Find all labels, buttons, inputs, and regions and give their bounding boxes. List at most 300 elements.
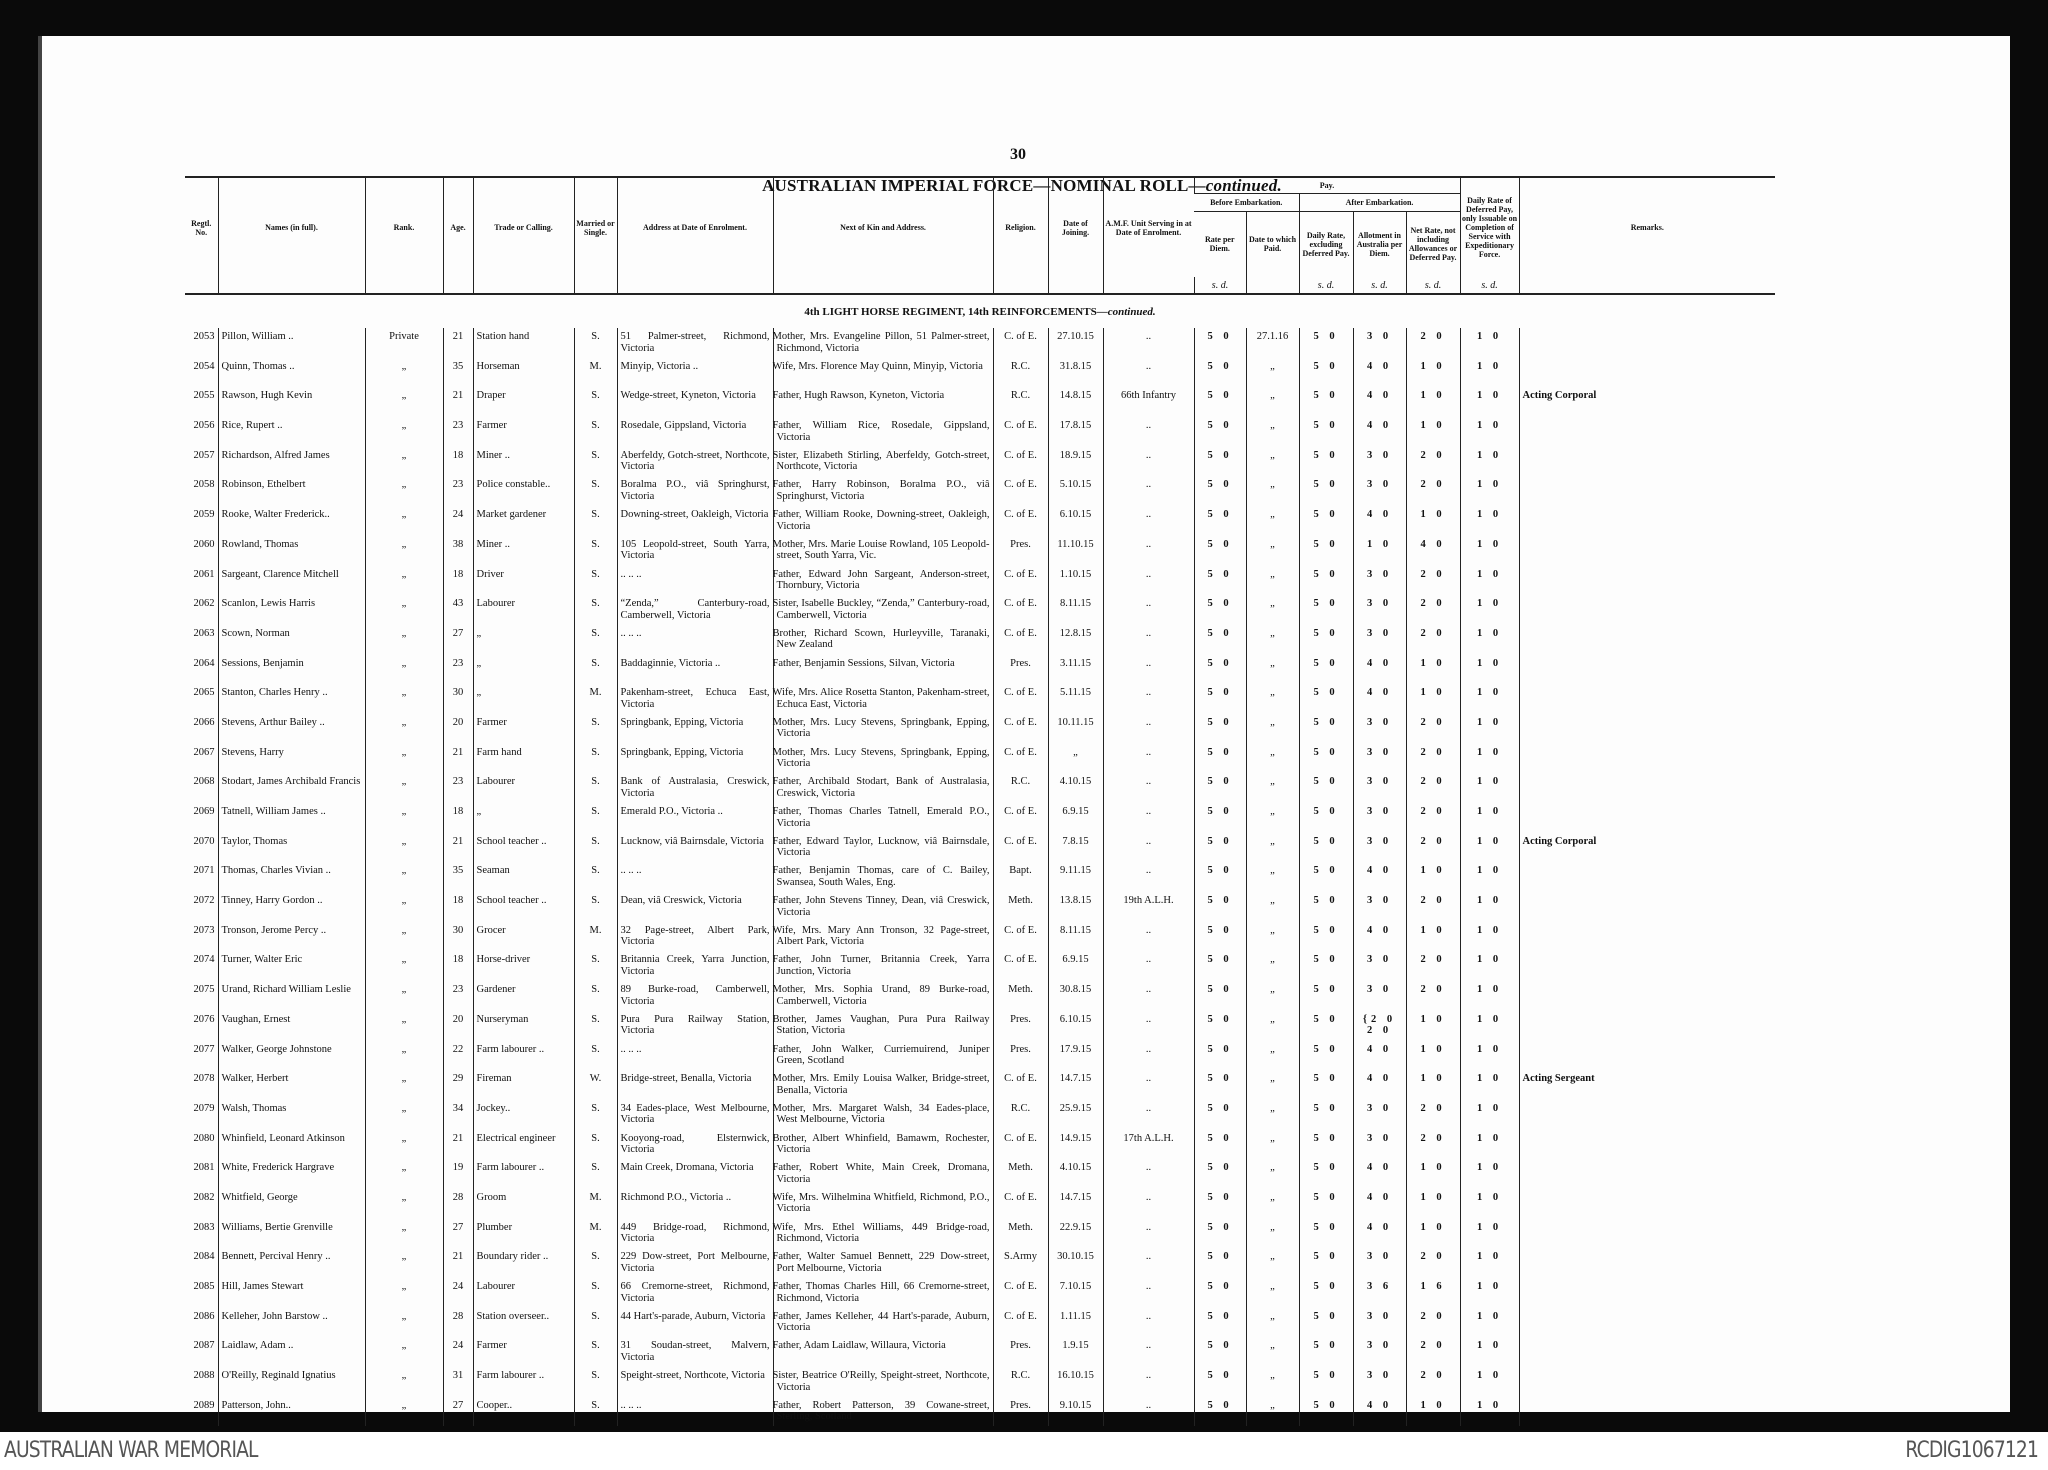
- cell-deferred-rate: 1 0: [1460, 1130, 1519, 1160]
- cell-next-of-kin: Father, John Turner, Britannia Creek, Yarra Junction, Victoria: [773, 951, 993, 981]
- cell-daily-rate: 5 0: [1299, 447, 1353, 477]
- cell-net-rate: 1 0: [1406, 1011, 1460, 1041]
- header-pay: Pay.: [1194, 177, 1460, 193]
- cell-amf-unit: ..: [1103, 358, 1194, 388]
- cell-rank: Private: [365, 328, 443, 358]
- cell-address: .. .. ..: [617, 625, 773, 655]
- cell-date-joining: 16.10.15: [1048, 1367, 1103, 1397]
- cell-name: Sargeant, Clarence Mitchell: [218, 566, 365, 596]
- cell-rate-per-diem: 5 0: [1194, 833, 1246, 863]
- cell-date-joining: 5.10.15: [1048, 476, 1103, 506]
- table-row: [185, 1219, 1775, 1249]
- unit-label: s. d.: [1299, 277, 1353, 294]
- cell-rate-per-diem: 5 0: [1194, 1337, 1246, 1367]
- cell-next-of-kin: Father, Hugh Rawson, Kyneton, Victoria: [773, 387, 993, 417]
- cell-next-of-kin: Father, Walter Samuel Bennett, 229 Dow-street, Port Melbourne, Victoria: [773, 1248, 993, 1278]
- cell-daily-rate: 5 0: [1299, 476, 1353, 506]
- cell-date-paid: „: [1246, 744, 1299, 774]
- cell-date-joining: 14.8.15: [1048, 387, 1103, 417]
- cell-trade: Farm hand: [473, 744, 574, 774]
- cell-remarks: [1519, 1397, 1775, 1427]
- cell-remarks: [1519, 1219, 1775, 1249]
- cell-religion: R.C.: [993, 773, 1048, 803]
- cell-net-rate: 1 0: [1406, 1189, 1460, 1219]
- cell-age: 24: [443, 1337, 473, 1367]
- cell-regtl-no: 2073: [193, 924, 215, 936]
- cell-age: 34: [443, 1100, 473, 1130]
- cell-date-joining: 1.9.15: [1048, 1337, 1103, 1367]
- title-suffix: —continued.: [1188, 176, 1282, 195]
- cell-age: 21: [443, 1130, 473, 1160]
- cell-age: 23: [443, 476, 473, 506]
- cell-rate-per-diem: 5 0: [1194, 447, 1246, 477]
- cell-net-rate: 2 0: [1406, 892, 1460, 922]
- cell-daily-rate: 5 0: [1299, 655, 1353, 685]
- section-heading-text: 4th LIGHT HORSE REGIMENT, 14th REINFORCEMENTS: [804, 306, 1097, 318]
- cell-married: S.: [574, 536, 617, 566]
- cell-rate-per-diem: 5 0: [1194, 1397, 1246, 1427]
- cell-trade: Fireman: [473, 1070, 574, 1100]
- cell-net-rate: 2 0: [1406, 981, 1460, 1011]
- cell-remarks: [1519, 1248, 1775, 1278]
- cell-age: 30: [443, 684, 473, 714]
- cell-amf-unit: ..: [1103, 595, 1194, 625]
- cell-regtl-no: 2057: [193, 449, 215, 461]
- cell-deferred-rate: 1 0: [1460, 447, 1519, 477]
- footer-credit: AUSTRALIAN WAR MEMORIAL: [4, 1438, 258, 1463]
- cell-net-rate: 2 0: [1406, 1248, 1460, 1278]
- cell-next-of-kin: Father, Edward Taylor, Lucknow, viâ Bairnsdale, Victoria: [773, 833, 993, 863]
- cell-date-paid: „: [1246, 655, 1299, 685]
- cell-regtl-no: 2061: [193, 568, 215, 580]
- cell-age: 22: [443, 1041, 473, 1071]
- cell-daily-rate: 5 0: [1299, 922, 1353, 952]
- cell-remarks: [1519, 1278, 1775, 1308]
- cell-next-of-kin: Father, Thomas Charles Hill, 66 Cremorne-street, Richmond, Victoria: [773, 1278, 993, 1308]
- cell-next-of-kin: Father, Benjamin Sessions, Silvan, Victoria: [773, 655, 993, 685]
- cell-rate-per-diem: 5 0: [1194, 714, 1246, 744]
- cell-rank: „: [365, 981, 443, 1011]
- cell-religion: S.Army: [993, 1248, 1048, 1278]
- table-row: [185, 892, 1775, 922]
- cell-age: 24: [443, 1278, 473, 1308]
- cell-name: Walsh, Thomas: [218, 1100, 365, 1130]
- cell-date-paid: „: [1246, 1278, 1299, 1308]
- cell-date-joining: 17.8.15: [1048, 417, 1103, 447]
- cell-deferred-rate: 1 0: [1460, 981, 1519, 1011]
- cell-date-joining: 25.9.15: [1048, 1100, 1103, 1130]
- cell-name: Rowland, Thomas: [218, 536, 365, 566]
- cell-married: S.: [574, 981, 617, 1011]
- cell-married: S.: [574, 714, 617, 744]
- cell-religion: C. of E.: [993, 417, 1048, 447]
- cell-trade: Grocer: [473, 922, 574, 952]
- cell-amf-unit: ..: [1103, 1278, 1194, 1308]
- cell-rank: „: [365, 803, 443, 833]
- cell-address: Pura Pura Railway Station, Victoria: [617, 1011, 773, 1041]
- cell-regtl-no: 2082: [193, 1191, 215, 1203]
- cell-regtl-no: 2084: [193, 1251, 215, 1263]
- unit-label: s. d.: [1460, 277, 1519, 294]
- cell-trade: „: [473, 684, 574, 714]
- cell-married: S.: [574, 1041, 617, 1071]
- cell-net-rate: 2 0: [1406, 833, 1460, 863]
- cell-address: 32 Page-street, Albert Park, Victoria: [617, 922, 773, 952]
- cell-net-rate: 2 0: [1406, 1337, 1460, 1367]
- cell-remarks: [1519, 892, 1775, 922]
- cell-rate-per-diem: 5 0: [1194, 358, 1246, 388]
- cell-amf-unit: ..: [1103, 1397, 1194, 1427]
- cell-deferred-rate: 1 0: [1460, 1248, 1519, 1278]
- cell-date-paid: „: [1246, 625, 1299, 655]
- cell-daily-rate: 5 0: [1299, 417, 1353, 447]
- cell-allotment: 3 0: [1353, 714, 1406, 744]
- cell-regtl-no: 2056: [193, 420, 215, 432]
- table-row: [185, 417, 1775, 447]
- cell-rank: „: [365, 773, 443, 803]
- cell-allotment: 3 0: [1353, 328, 1406, 358]
- cell-trade: Horseman: [473, 358, 574, 388]
- cell-married: S.: [574, 1337, 617, 1367]
- cell-trade: Market gardener: [473, 506, 574, 536]
- cell-religion: C. of E.: [993, 506, 1048, 536]
- cell-trade: Draper: [473, 387, 574, 417]
- cell-remarks: [1519, 981, 1775, 1011]
- cell-rate-per-diem: 5 0: [1194, 1278, 1246, 1308]
- cell-daily-rate: 5 0: [1299, 1100, 1353, 1130]
- cell-religion: Pres.: [993, 655, 1048, 685]
- header-before-embarkation: Before Embarkation.: [1194, 193, 1299, 211]
- unit-label: s. d.: [1406, 277, 1460, 294]
- cell-married: W.: [574, 1070, 617, 1100]
- cell-amf-unit: ..: [1103, 328, 1194, 358]
- cell-remarks: [1519, 476, 1775, 506]
- header-rank: Rank.: [365, 177, 443, 277]
- cell-trade: Farmer: [473, 714, 574, 744]
- cell-rank: „: [365, 1130, 443, 1160]
- cell-address: 51 Palmer-street, Richmond, Victoria: [617, 328, 773, 358]
- cell-name: Bennett, Percival Henry ..: [218, 1248, 365, 1278]
- cell-date-paid: „: [1246, 1041, 1299, 1071]
- cell-daily-rate: 5 0: [1299, 1041, 1353, 1071]
- cell-remarks: [1519, 1337, 1775, 1367]
- cell-deferred-rate: 1 0: [1460, 1189, 1519, 1219]
- table-row: [185, 1337, 1775, 1367]
- cell-trade: Boundary rider ..: [473, 1248, 574, 1278]
- cell-religion: C. of E.: [993, 447, 1048, 477]
- cell-rate-per-diem: 5 0: [1194, 1308, 1246, 1338]
- cell-rate-per-diem: 5 0: [1194, 387, 1246, 417]
- cell-name: Turner, Walter Eric: [218, 951, 365, 981]
- cell-trade: Labourer: [473, 1278, 574, 1308]
- cell-age: 18: [443, 951, 473, 981]
- cell-net-rate: 2 0: [1406, 476, 1460, 506]
- cell-trade: Driver: [473, 566, 574, 596]
- cell-married: S.: [574, 1130, 617, 1160]
- cell-rank: „: [365, 862, 443, 892]
- cell-amf-unit: 19th A.L.H.: [1103, 892, 1194, 922]
- cell-date-joining: 7.10.15: [1048, 1278, 1103, 1308]
- cell-age: 23: [443, 981, 473, 1011]
- cell-date-paid: „: [1246, 892, 1299, 922]
- cell-rate-per-diem: 5 0: [1194, 1100, 1246, 1130]
- cell-deferred-rate: 1 0: [1460, 773, 1519, 803]
- cell-date-joining: 14.7.15: [1048, 1189, 1103, 1219]
- cell-age: 29: [443, 1070, 473, 1100]
- cell-daily-rate: 5 0: [1299, 862, 1353, 892]
- cell-married: S.: [574, 1011, 617, 1041]
- table-row: [185, 1159, 1775, 1189]
- cell-address: Emerald P.O., Victoria ..: [617, 803, 773, 833]
- cell-religion: R.C.: [993, 358, 1048, 388]
- cell-allotment: 4 0: [1353, 358, 1406, 388]
- title-text: AUSTRALIAN IMPERIAL FORCE—NOMINAL ROLL: [762, 176, 1189, 195]
- cell-religion: C. of E.: [993, 922, 1048, 952]
- cell-rank: „: [365, 417, 443, 447]
- cell-rate-per-diem: 5 0: [1194, 417, 1246, 447]
- cell-net-rate: 1 0: [1406, 358, 1460, 388]
- cell-married: M.: [574, 1189, 617, 1219]
- cell-age: 21: [443, 744, 473, 774]
- cell-address: Bank of Australasia, Creswick, Victoria: [617, 773, 773, 803]
- cell-amf-unit: ..: [1103, 1011, 1194, 1041]
- cell-remarks: [1519, 328, 1775, 358]
- footer-id: RCDIG1067121: [1905, 1438, 2038, 1463]
- cell-allotment: 4 0: [1353, 1219, 1406, 1249]
- cell-amf-unit: ..: [1103, 1367, 1194, 1397]
- page-number: 30: [1010, 146, 1026, 163]
- cell-religion: R.C.: [993, 387, 1048, 417]
- cell-date-joining: 9.10.15: [1048, 1397, 1103, 1427]
- cell-religion: Bapt.: [993, 862, 1048, 892]
- cell-name: Rice, Rupert ..: [218, 417, 365, 447]
- table-row: [185, 1367, 1775, 1397]
- cell-rank: „: [365, 1070, 443, 1100]
- cell-religion: C. of E.: [993, 951, 1048, 981]
- cell-next-of-kin: Father, William Rooke, Downing-street, Oakleigh, Victoria: [773, 506, 993, 536]
- cell-age: 21: [443, 833, 473, 863]
- cell-daily-rate: 5 0: [1299, 951, 1353, 981]
- cell-remarks: [1519, 655, 1775, 685]
- cell-age: 30: [443, 922, 473, 952]
- header-rate-per-diem: Rate per Diem.: [1204, 235, 1235, 254]
- cell-date-paid: „: [1246, 566, 1299, 596]
- cell-religion: R.C.: [993, 1100, 1048, 1130]
- cell-regtl-no: 2053: [193, 331, 215, 342]
- cell-date-paid: „: [1246, 1189, 1299, 1219]
- cell-amf-unit: ..: [1103, 506, 1194, 536]
- cell-remarks: Acting Sergeant: [1519, 1070, 1775, 1100]
- cell-rate-per-diem: 5 0: [1194, 1367, 1246, 1397]
- cell-date-joining: 6.10.15: [1048, 1011, 1103, 1041]
- table-row: [185, 595, 1775, 625]
- cell-date-joining: 6.9.15: [1048, 803, 1103, 833]
- cell-address: 44 Hart's-parade, Auburn, Victoria: [617, 1308, 773, 1338]
- cell-net-rate: 2 0: [1406, 714, 1460, 744]
- cell-married: S.: [574, 951, 617, 981]
- cell-allotment: 4 0: [1353, 1397, 1406, 1427]
- table-row: [185, 1070, 1775, 1100]
- cell-age: 31: [443, 1367, 473, 1397]
- cell-religion: C. of E.: [993, 833, 1048, 863]
- cell-married: S.: [574, 1278, 617, 1308]
- cell-allotment: 3 0: [1353, 803, 1406, 833]
- cell-religion: C. of E.: [993, 1130, 1048, 1160]
- cell-amf-unit: ..: [1103, 1041, 1194, 1071]
- cell-date-paid: „: [1246, 1100, 1299, 1130]
- cell-regtl-no: 2062: [193, 598, 215, 610]
- cell-trade: Police constable..: [473, 476, 574, 506]
- cell-daily-rate: 5 0: [1299, 981, 1353, 1011]
- cell-net-rate: 1 0: [1406, 922, 1460, 952]
- cell-daily-rate: 5 0: [1299, 328, 1353, 358]
- table-row: [185, 566, 1775, 596]
- cell-date-paid: „: [1246, 773, 1299, 803]
- cell-allotment: 4 0: [1353, 1041, 1406, 1071]
- cell-address: Pakenham-street, Echuca East, Victoria: [617, 684, 773, 714]
- cell-name: Walker, Herbert: [218, 1070, 365, 1100]
- cell-remarks: [1519, 595, 1775, 625]
- cell-married: S.: [574, 1159, 617, 1189]
- cell-net-rate: 2 0: [1406, 744, 1460, 774]
- cell-allotment: 3 0: [1353, 625, 1406, 655]
- cell-deferred-rate: 1 0: [1460, 536, 1519, 566]
- table-row: [185, 714, 1775, 744]
- cell-amf-unit: ..: [1103, 684, 1194, 714]
- cell-married: S.: [574, 862, 617, 892]
- cell-allotment: 3 0: [1353, 1367, 1406, 1397]
- cell-regtl-no: 2064: [193, 657, 215, 669]
- cell-amf-unit: ..: [1103, 981, 1194, 1011]
- cell-daily-rate: 5 0: [1299, 892, 1353, 922]
- cell-amf-unit: ..: [1103, 1308, 1194, 1338]
- cell-trade: Station hand: [473, 328, 574, 358]
- table-row: [185, 773, 1775, 803]
- header-age: Age.: [443, 177, 473, 277]
- table-row: [185, 476, 1775, 506]
- cell-name: Kelleher, John Barstow ..: [218, 1308, 365, 1338]
- table-row: [185, 803, 1775, 833]
- cell-name: Patterson, John..: [218, 1397, 365, 1427]
- cell-net-rate: 2 0: [1406, 625, 1460, 655]
- cell-rank: „: [365, 625, 443, 655]
- cell-address: Springbank, Epping, Victoria: [617, 714, 773, 744]
- cell-daily-rate: 5 0: [1299, 773, 1353, 803]
- cell-age: 38: [443, 536, 473, 566]
- cell-religion: Meth.: [993, 892, 1048, 922]
- cell-date-paid: „: [1246, 387, 1299, 417]
- cell-amf-unit: ..: [1103, 625, 1194, 655]
- cell-rate-per-diem: 5 0: [1194, 328, 1246, 358]
- cell-next-of-kin: Wife, Mrs. Mary Ann Tronson, 32 Page-street, Albert Park, Victoria: [773, 922, 993, 952]
- cell-address: Kooyong-road, Elsternwick, Victoria: [617, 1130, 773, 1160]
- cell-deferred-rate: 1 0: [1460, 1337, 1519, 1367]
- cell-amf-unit: 66th Infantry: [1103, 387, 1194, 417]
- header-religion: Religion.: [993, 177, 1048, 277]
- cell-next-of-kin: Brother, Richard Scown, Hurleyville, Taranaki, New Zealand: [773, 625, 993, 655]
- cell-remarks: [1519, 714, 1775, 744]
- cell-daily-rate: 5 0: [1299, 1248, 1353, 1278]
- cell-address: Wedge-street, Kyneton, Victoria: [617, 387, 773, 417]
- table-row: [185, 744, 1775, 774]
- cell-date-joining: 13.8.15: [1048, 892, 1103, 922]
- cell-trade: Groom: [473, 1189, 574, 1219]
- cell-rate-per-diem: 5 0: [1194, 1070, 1246, 1100]
- cell-next-of-kin: Father, James Kelleher, 44 Hart's-parade, Auburn, Victoria: [773, 1308, 993, 1338]
- cell-date-paid: „: [1246, 1308, 1299, 1338]
- cell-name: Urand, Richard William Leslie: [218, 981, 365, 1011]
- cell-net-rate: 1 0: [1406, 1397, 1460, 1427]
- cell-deferred-rate: 1 0: [1460, 714, 1519, 744]
- cell-age: 35: [443, 862, 473, 892]
- table-row: [185, 447, 1775, 477]
- cell-remarks: [1519, 1100, 1775, 1130]
- cell-date-paid: „: [1246, 1070, 1299, 1100]
- cell-daily-rate: 5 0: [1299, 625, 1353, 655]
- cell-age: 18: [443, 447, 473, 477]
- cell-name: Laidlaw, Adam ..: [218, 1337, 365, 1367]
- cell-rate-per-diem: 5 0: [1194, 803, 1246, 833]
- cell-allotment: 3 0: [1353, 744, 1406, 774]
- cell-date-paid: „: [1246, 476, 1299, 506]
- cell-daily-rate: 5 0: [1299, 1367, 1353, 1397]
- cell-regtl-no: 2066: [193, 716, 215, 728]
- cell-next-of-kin: Father, Thomas Charles Tatnell, Emerald P.O., Victoria: [773, 803, 993, 833]
- cell-married: S.: [574, 625, 617, 655]
- cell-married: S.: [574, 773, 617, 803]
- cell-next-of-kin: Father, John Stevens Tinney, Dean, viâ Creswick, Victoria: [773, 892, 993, 922]
- cell-amf-unit: 17th A.L.H.: [1103, 1130, 1194, 1160]
- cell-deferred-rate: 1 0: [1460, 744, 1519, 774]
- header-next-of-kin: Next of Kin and Address.: [773, 177, 993, 277]
- cell-daily-rate: 5 0: [1299, 684, 1353, 714]
- cell-allotment: 4 0: [1353, 506, 1406, 536]
- cell-trade: „: [473, 655, 574, 685]
- cell-date-joining: 11.10.15: [1048, 536, 1103, 566]
- cell-net-rate: 2 0: [1406, 595, 1460, 625]
- cell-name: Scown, Norman: [218, 625, 365, 655]
- cell-amf-unit: ..: [1103, 655, 1194, 685]
- cell-deferred-rate: 1 0: [1460, 1041, 1519, 1071]
- cell-daily-rate: 5 0: [1299, 833, 1353, 863]
- cell-regtl-no: 2078: [193, 1073, 215, 1085]
- cell-name: Tatnell, William James ..: [218, 803, 365, 833]
- cell-date-paid: „: [1246, 1011, 1299, 1041]
- cell-net-rate: 1 0: [1406, 417, 1460, 447]
- table-row: [185, 1011, 1775, 1041]
- cell-deferred-rate: 1 0: [1460, 1011, 1519, 1041]
- table-row: [185, 1397, 1775, 1427]
- cell-religion: Meth.: [993, 1219, 1048, 1249]
- cell-age: 21: [443, 1248, 473, 1278]
- table-row: [185, 625, 1775, 655]
- cell-remarks: Acting Corporal: [1519, 387, 1775, 417]
- table-row: [185, 328, 1775, 358]
- cell-trade: School teacher ..: [473, 892, 574, 922]
- cell-deferred-rate: 1 0: [1460, 1367, 1519, 1397]
- cell-allotment: 3 0: [1353, 566, 1406, 596]
- cell-name: Vaughan, Ernest: [218, 1011, 365, 1041]
- cell-deferred-rate: 1 0: [1460, 358, 1519, 388]
- cell-religion: Meth.: [993, 1159, 1048, 1189]
- cell-rank: „: [365, 951, 443, 981]
- cell-net-rate: 1 0: [1406, 1159, 1460, 1189]
- cell-rank: „: [365, 476, 443, 506]
- cell-regtl-no: 2063: [193, 627, 215, 639]
- cell-rank: „: [365, 1219, 443, 1249]
- header-regtl-no: Regtl. No.: [185, 177, 218, 277]
- cell-married: S.: [574, 1100, 617, 1130]
